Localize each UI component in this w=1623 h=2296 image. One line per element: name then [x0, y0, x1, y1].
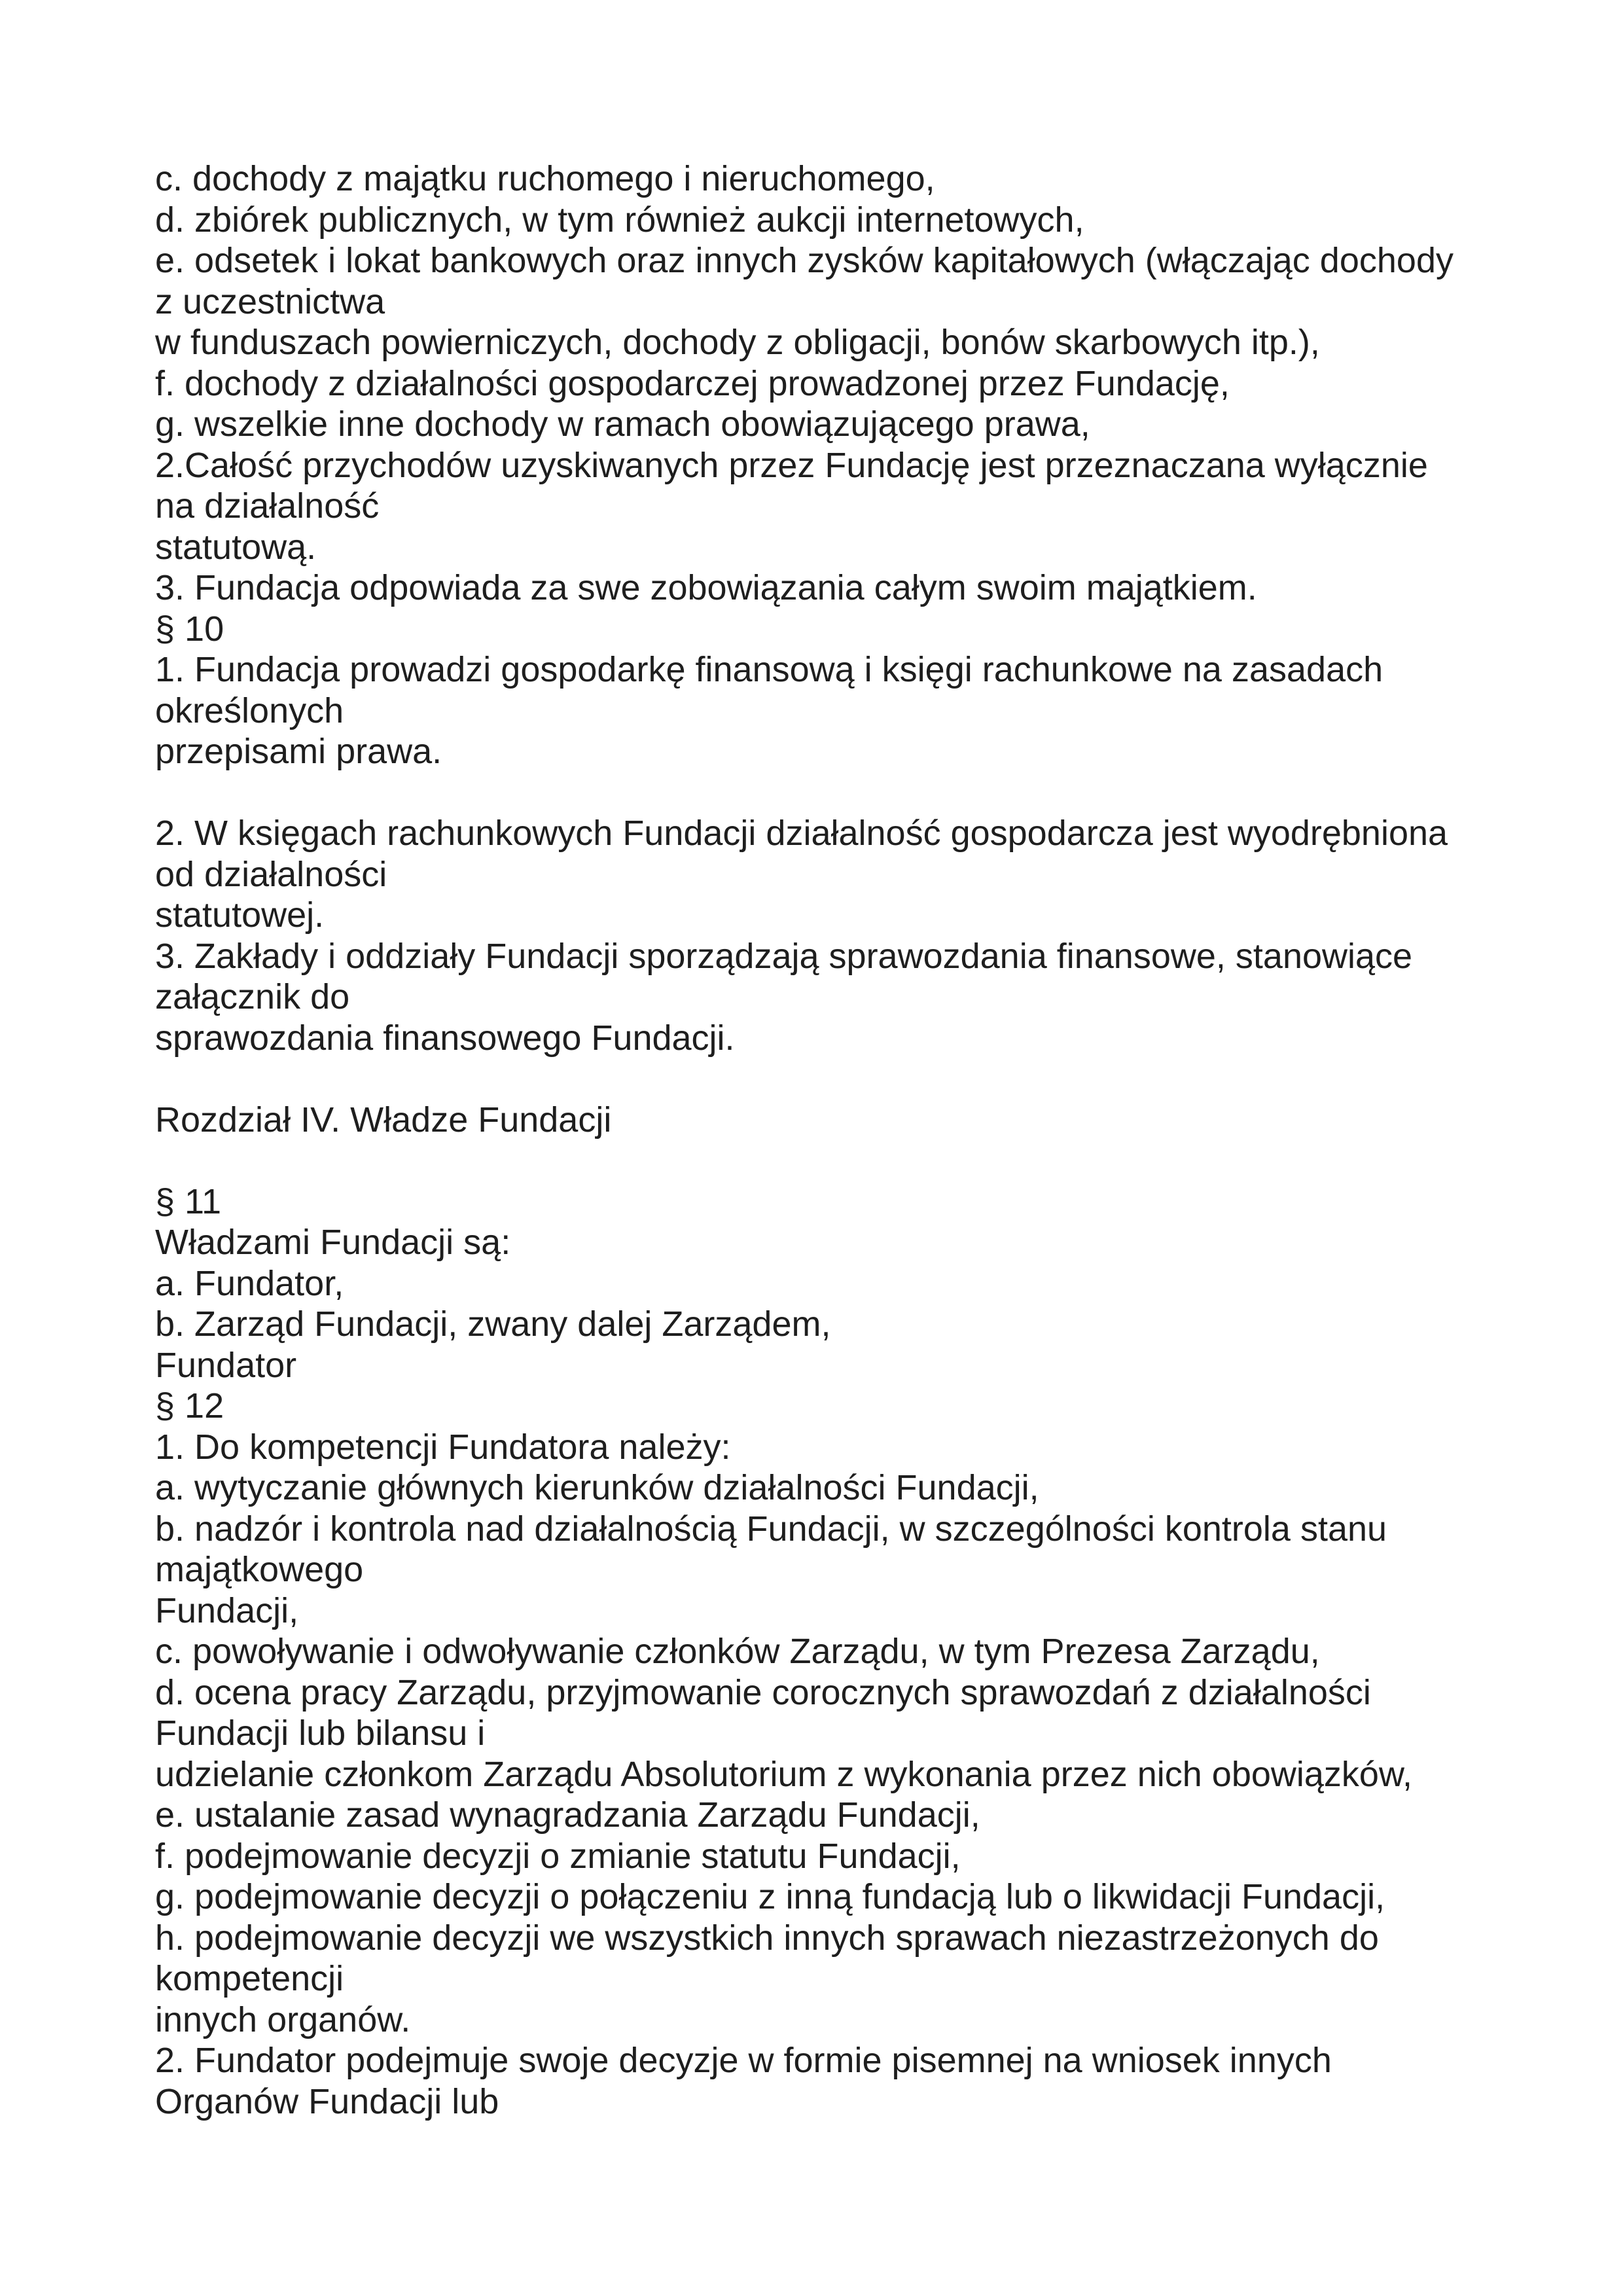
text-line: 1. Fundacja prowadzi gospodarkę finansową i księgi rachunkowe na zasadach — [155, 650, 1383, 689]
text-line: c. powoływanie i odwoływanie członków Zarządu, w tym Prezesa Zarządu, — [155, 1632, 1320, 1671]
text-line: na działalność — [155, 486, 380, 526]
text-line: majątkowego — [155, 1550, 364, 1589]
text-line: Fundacji, — [155, 1590, 299, 1630]
text-line: d. zbiórek publicznych, w tym również aukcji internetowych, — [155, 200, 1084, 240]
text-line: Rozdział IV. Władze Fundacji — [155, 1100, 612, 1139]
text-line: statutowej. — [155, 895, 325, 935]
text-line: § 12 — [155, 1386, 224, 1426]
text-line: z uczestnictwa — [155, 281, 385, 321]
text-line: 3. Fundacja odpowiada za swe zobowiązania całym swoim majątkiem. — [155, 568, 1257, 607]
text-line: kompetencji — [155, 1959, 344, 1998]
text-line: 2. W księgach rachunkowych Fundacji działalność gospodarcza jest wyodrębniona — [155, 814, 1448, 853]
text-line — [155, 1140, 1477, 1181]
text-line: g. podejmowanie decyzji o połączeniu z inną fundacją lub o likwidacji Fundacji, — [155, 1877, 1385, 1916]
text-line: b. Zarząd Fundacji, zwany dalej Zarządem, — [155, 1304, 831, 1344]
text-line: innych organów. — [155, 2000, 411, 2039]
text-line: f. podejmowanie decyzji o zmianie statutu Fundacji, — [155, 1836, 961, 1876]
text-line: c. dochody z majątku ruchomego i nieruchomego, — [155, 159, 935, 198]
text-line: statutową. — [155, 527, 317, 567]
text-line: załącznik do — [155, 977, 350, 1016]
text-line: Fundacji lub bilansu i — [155, 1713, 486, 1753]
text-line: w funduszach powierniczych, dochody z obligacji, bonów skarbowych itp.), — [155, 323, 1320, 362]
text-line: Fundator — [155, 1345, 297, 1385]
text-line: f. dochody z działalności gospodarczej prowadzonej przez Fundację, — [155, 363, 1230, 403]
text-line: Władzami Fundacji są: — [155, 1223, 511, 1262]
text-line: przepisami prawa. — [155, 732, 442, 771]
text-line: udzielanie członkom Zarządu Absolutorium z wykonania przez nich obowiązków, — [155, 1754, 1412, 1794]
text-line: od działalności — [155, 854, 387, 894]
text-line: 1. Do kompetencji Fundatora należy: — [155, 1427, 731, 1467]
text-line: e. odsetek i lokat bankowych oraz innych zysków kapitałowych (włączając dochody — [155, 241, 1454, 280]
text-line: h. podejmowanie decyzji we wszystkich innych sprawach niezastrzeżonych do — [155, 1918, 1379, 1958]
text-line: określonych — [155, 691, 344, 730]
document-text-block — [155, 158, 1477, 2122]
text-line: sprawozdania finansowego Fundacji. — [155, 1018, 735, 1058]
text-line: b. nadzór i kontrola nad działalnością Fundacji, w szczególności kontrola stanu — [155, 1509, 1387, 1549]
text-line: Organów Fundacji lub — [155, 2081, 499, 2121]
text-line: g. wszelkie inne dochody w ramach obowiązującego prawa, — [155, 404, 1090, 444]
text-line: § 10 — [155, 609, 224, 649]
text-line: a. wytyczanie głównych kierunków działalności Fundacji, — [155, 1468, 1039, 1507]
text-line: 3. Zakłady i oddziały Fundacji sporządzają sprawozdania finansowe, stanowiące — [155, 936, 1413, 976]
text-line: d. ocena pracy Zarządu, przyjmowanie corocznych sprawozdań z działalności — [155, 1672, 1371, 1712]
text-line: a. Fundator, — [155, 1263, 344, 1303]
text-line: 2. Fundator podejmuje swoje decyzje w formie pisemnej na wniosek innych — [155, 2041, 1332, 2080]
text-line: § 11 — [155, 1181, 222, 1221]
text-line: 2.Całość przychodów uzyskiwanych przez Fundację jest przeznaczana wyłącznie — [155, 445, 1428, 485]
text-line: e. ustalanie zasad wynagradzania Zarządu Fundacji, — [155, 1795, 980, 1835]
text-line — [155, 772, 1477, 814]
text-line — [155, 1058, 1477, 1100]
